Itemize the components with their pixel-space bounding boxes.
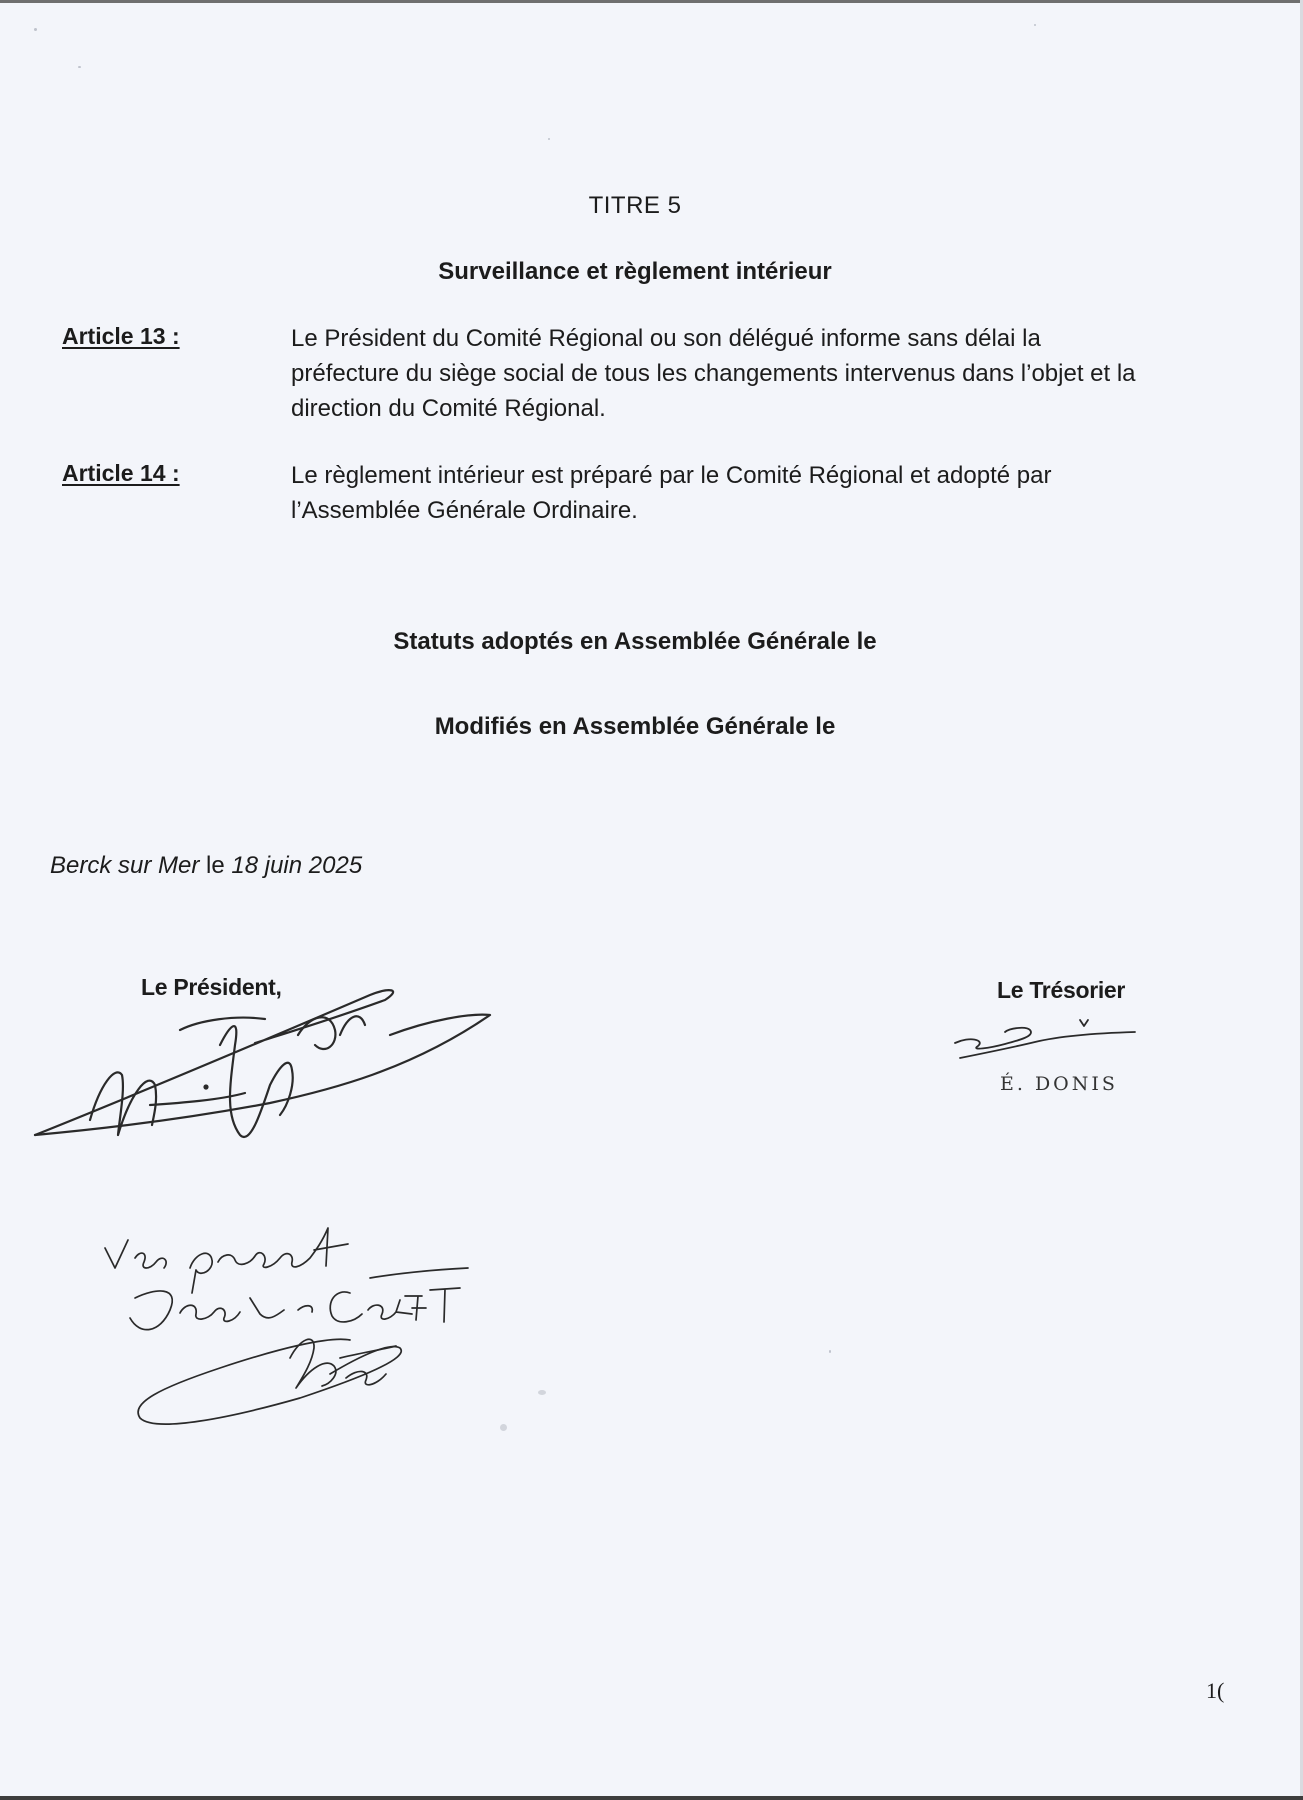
article-13-label: Article 13 :: [62, 323, 180, 349]
statuts-adoption-line: Statuts adoptés en Assemblée Générale le: [393, 628, 877, 655]
tresorier-handwritten-name: É. DONIS: [1000, 1073, 1118, 1095]
scan-top-edge: [0, 0, 1303, 3]
section-subtitle: Surveillance et règlement intérieur: [438, 258, 832, 285]
article-13-line: direction du Comité Régional.: [291, 395, 606, 422]
date: 18 juin 2025: [231, 852, 363, 879]
article-14-label: Article 14 :: [62, 460, 180, 486]
place-and-date: [50, 852, 362, 880]
article-14-line: l’Assemblée Générale Ordinaire.: [291, 497, 638, 524]
president-label: Le Président,: [141, 974, 282, 1000]
article-13-line: Le Président du Comité Régional ou son délégué informe sans délai la: [291, 325, 1041, 352]
statuts-modification-line: Modifiés en Assemblée Générale le: [434, 713, 836, 740]
scan-smudge: [500, 1424, 507, 1431]
scan-speck: [34, 28, 37, 31]
president-signature: [30, 975, 500, 1175]
place: Berck sur Mer: [50, 852, 200, 879]
scan-smudge: [538, 1390, 546, 1395]
page-number: 1(: [1206, 1678, 1225, 1703]
scan-speck: [829, 1350, 831, 1353]
article-13-text: [291, 321, 1221, 426]
scan-speck: [548, 138, 550, 140]
article-14-line: Le règlement intérieur est préparé par le Comité Régional et adopté par: [291, 462, 1052, 489]
vice-president-handwritten-note: [100, 1218, 480, 1458]
article-14-text: [291, 458, 1221, 528]
date-connector: le: [206, 852, 225, 879]
tresorier-label: Le Trésorier: [997, 977, 1126, 1003]
article-13-line: préfecture du siège social de tous les changements intervenus dans l’objet et la: [291, 360, 1136, 387]
scan-speck: [78, 66, 81, 68]
scan-speck: [1034, 24, 1036, 26]
scan-bottom-edge: [0, 1796, 1303, 1800]
section-title: TITRE 5: [588, 192, 682, 219]
